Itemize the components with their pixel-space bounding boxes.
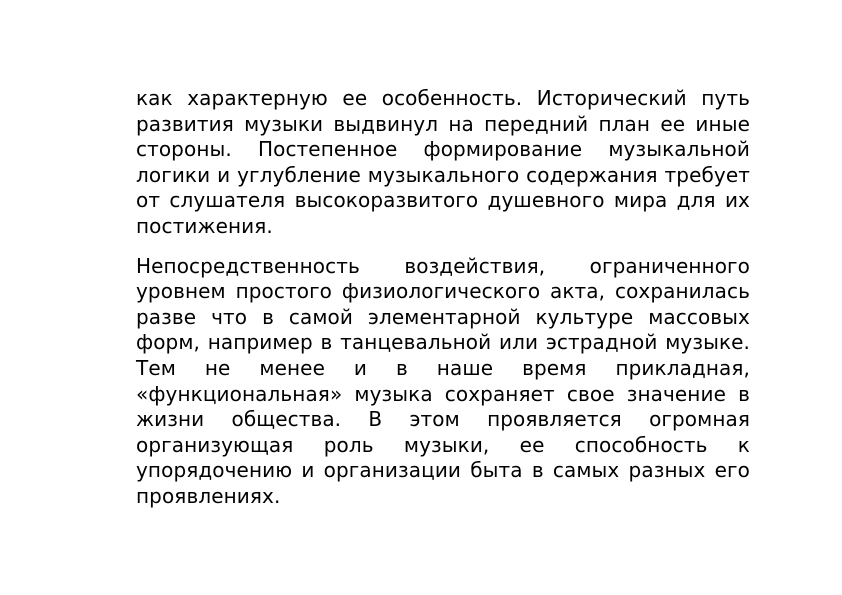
text-block: [136, 86, 750, 510]
paragraph-2: Непосредственность воздействия, ограниченного уровнем простого физиологического акта, сохранилась разве что в самой элементарной культуре массовых форм, например в танцевальной или эстрадной музыке. Тем не менее и в наше время прикладная, «функциональная» музыка сохраняет свое значение в жизни общества. В этом проявляется огромная организующая роль музыки, ее способность к упорядочению и организации быта в самых разных его проявлениях.: [136, 253, 750, 508]
paragraph-1: как характерную ее особенность. Исторический путь развития музыки выдвинул на передний план ее иные стороны. Постепенное формирование музыкальной логики и углубление музыкального содержания требует от слушателя высокоразвитого душевного мира для их постижения.: [136, 86, 750, 238]
